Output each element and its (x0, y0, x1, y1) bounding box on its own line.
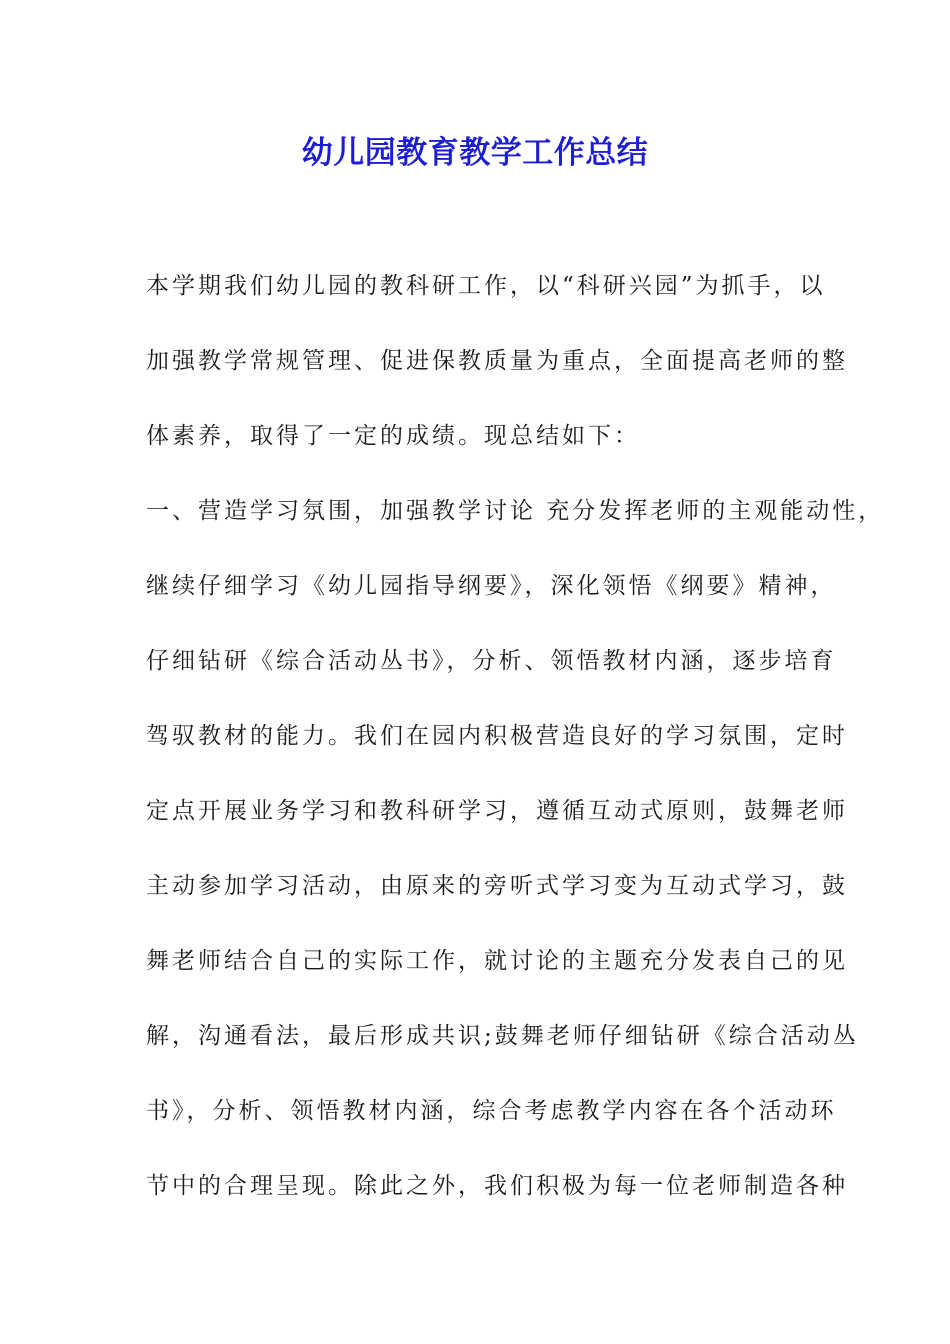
body-line: 继续仔细学习《幼儿园指导纲要》，深化领悟《纲要》精神， (146, 573, 837, 599)
body-line: 一、营造学习氛围，加强教学讨论 充分发挥老师的主观能动性， (146, 498, 885, 524)
body-line: 驾驭教材的能力。我们在园内积极营造良好的学习氛围，定时 (146, 723, 848, 749)
body-line: 主动参加学习活动，由原来的旁听式学习变为互动式学习，鼓 (146, 873, 848, 899)
document-title: 幼儿园教育教学工作总结 (301, 135, 649, 171)
body-line: 舞老师结合自己的实际工作，就讨论的主题充分发表自己的见 (146, 948, 848, 974)
body-line: 定点开展业务学习和教科研学习，遵循互动式原则，鼓舞老师 (146, 798, 848, 824)
body-line: 解，沟通看法，最后形成共识;鼓舞老师仔细钻研《综合活动丛 (146, 1023, 859, 1049)
body-line: 书》，分析、领悟教材内涵，综合考虑教学内容在各个活动环 (146, 1098, 837, 1124)
body-line: 本学期我们幼儿园的教科研工作，以“科研兴园”为抓手，以 (146, 273, 826, 299)
body-line: 节中的合理呈现。除此之外，我们积极为每一位老师制造各种 (146, 1173, 848, 1199)
document-body (146, 262, 885, 1237)
body-line: 加强教学常规管理、促进保教质量为重点，全面提高老师的整 (146, 348, 848, 374)
body-line: 仔细钻研《综合活动丛书》，分析、领悟教材内涵，逐步培育 (146, 648, 837, 674)
body-line: 体素养，取得了一定的成绩。现总结如下： (146, 423, 640, 449)
